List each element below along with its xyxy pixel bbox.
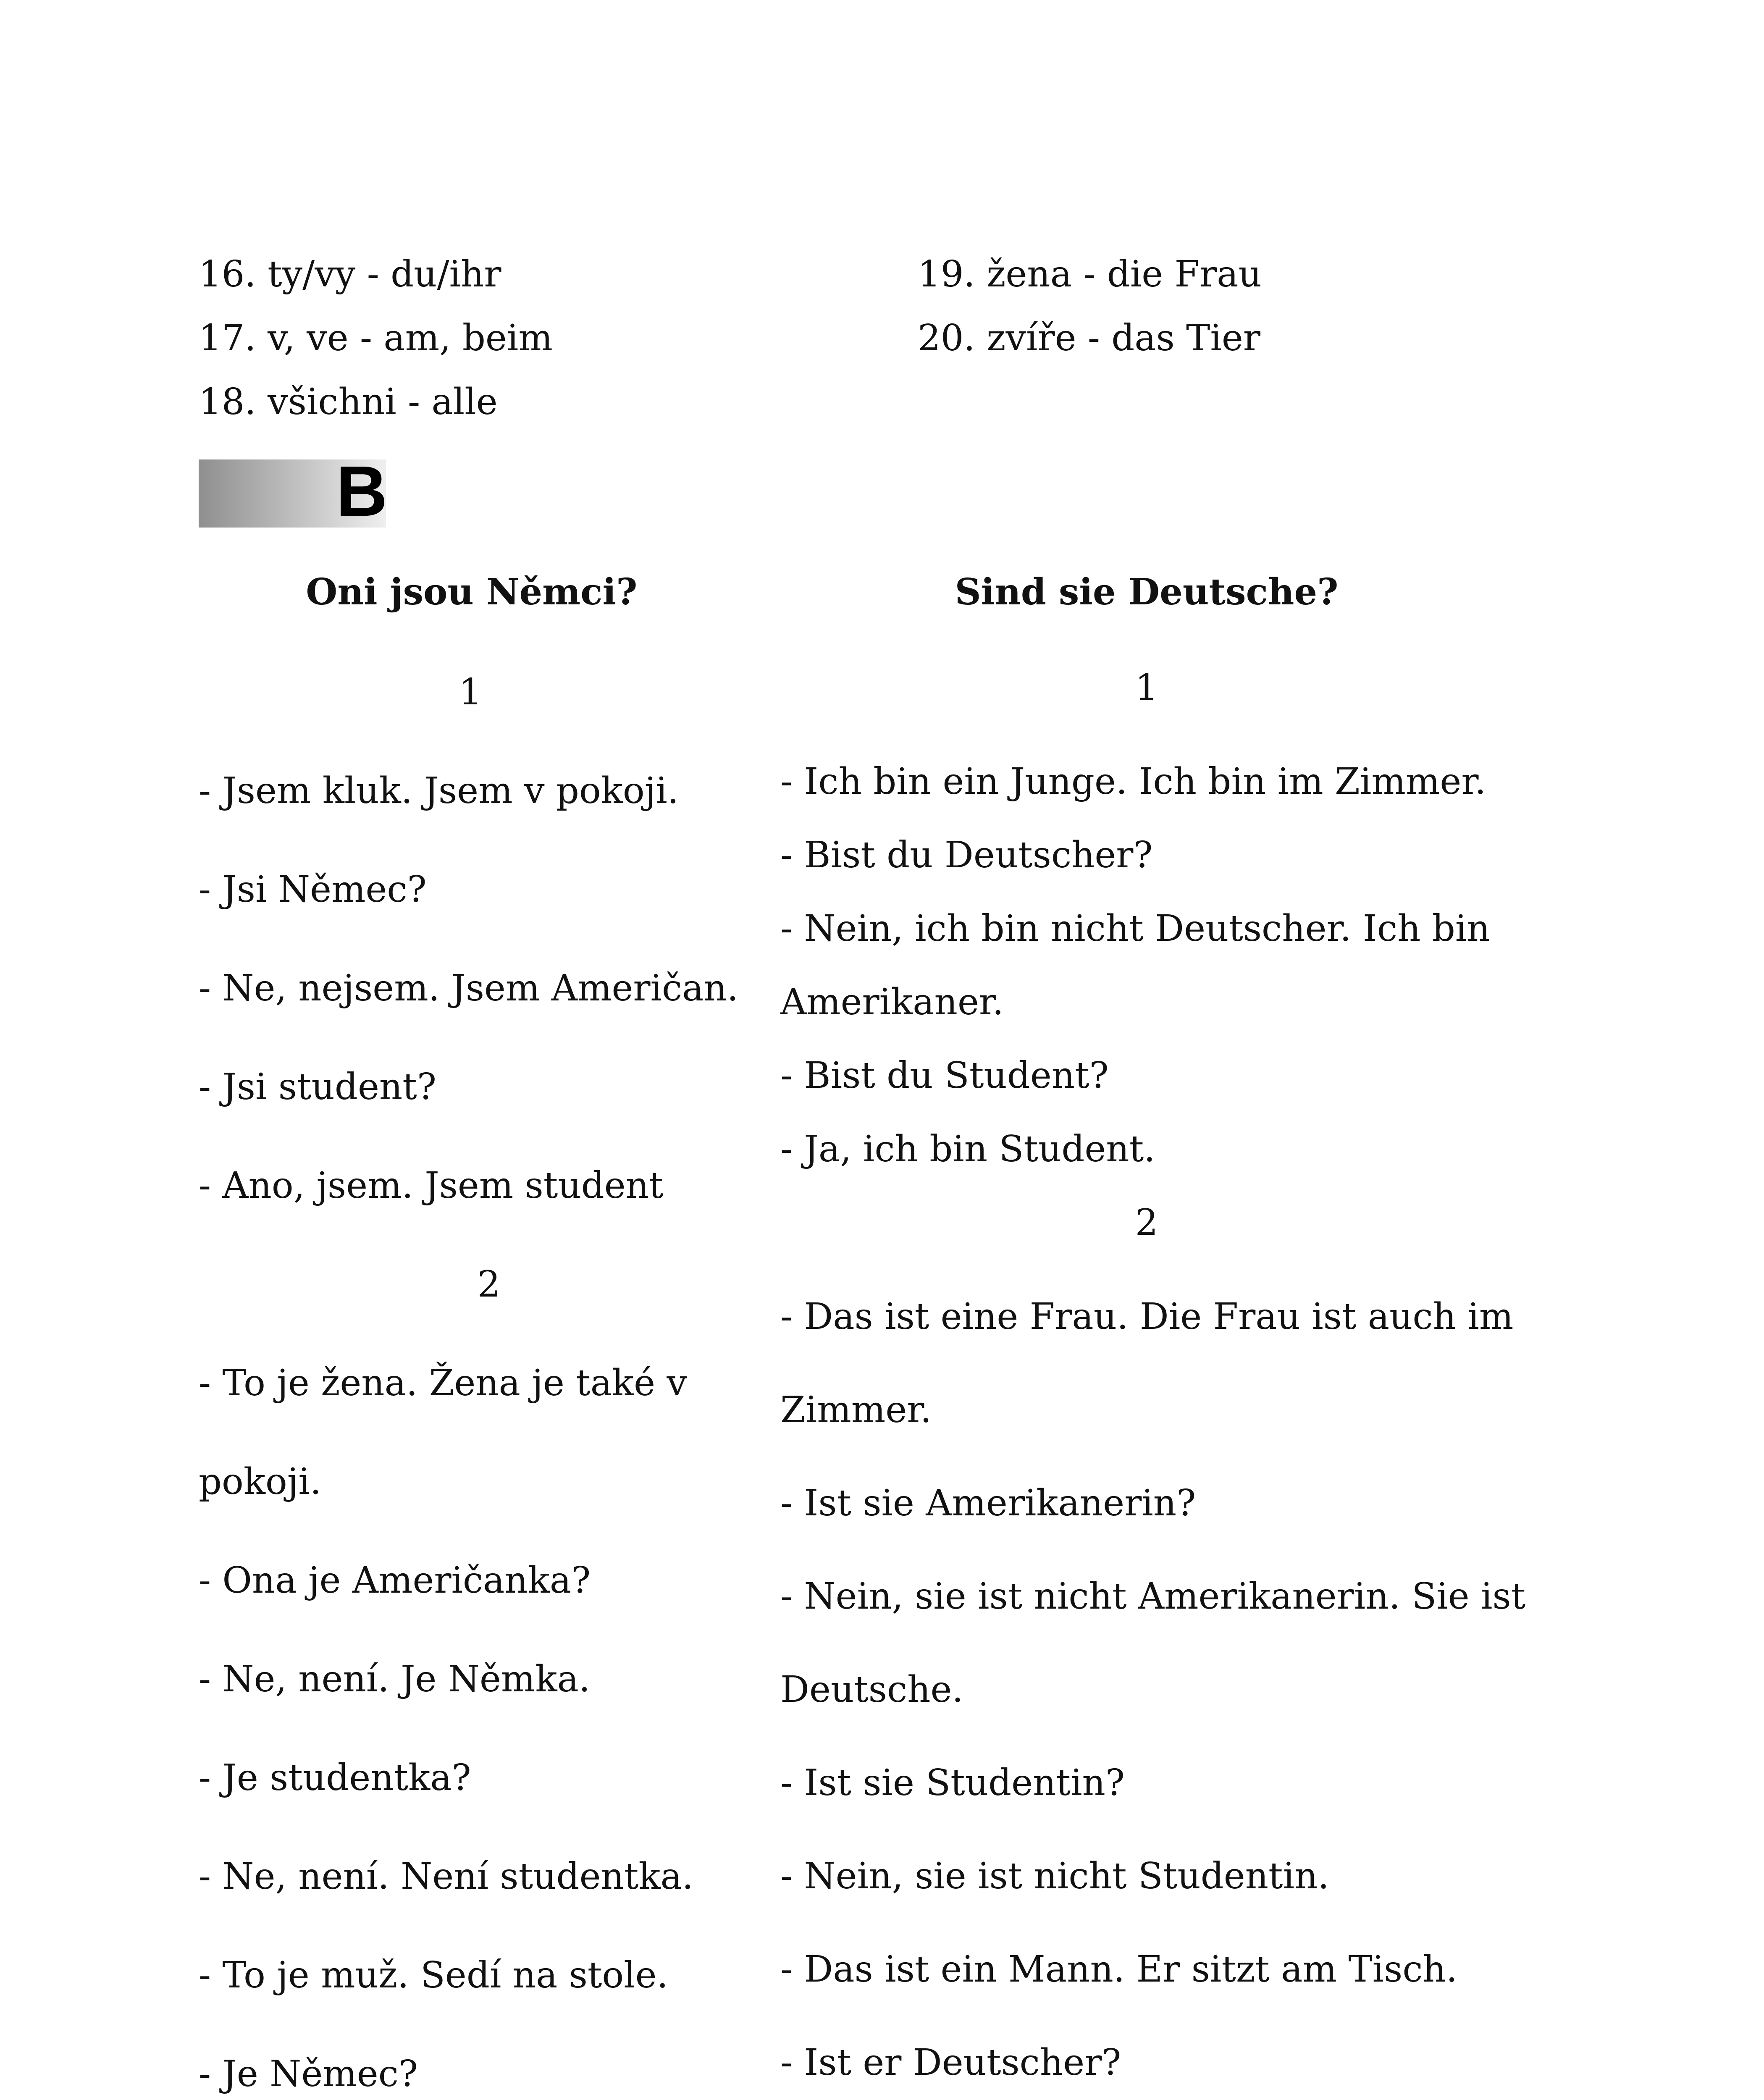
vocab-item-16: 16. ty/vy - du/ihr (199, 253, 501, 295)
czech-line: - Je Němec? (199, 2053, 418, 2095)
german-line: Deutsche. (780, 1669, 963, 1711)
czech-part1-number: 1 (459, 671, 482, 713)
vocab-item-17: 17. v, ve - am, beim (199, 317, 553, 359)
czech-line: - Ne, není. Je Němka. (199, 1658, 591, 1700)
german-line: - Bist du Deutscher? (780, 834, 1153, 876)
german-line: - Ist er Deutscher? (780, 2042, 1121, 2084)
german-part2-number: 2 (1135, 1202, 1158, 1244)
german-line: - Bist du Student? (780, 1055, 1109, 1097)
german-line: - Das ist eine Frau. Die Frau ist auch im (780, 1296, 1514, 1338)
czech-line: - Je studentka? (199, 1757, 471, 1799)
czech-line: - Ona je Američanka? (199, 1559, 591, 1601)
german-line: - Ich bin ein Junge. Ich bin im Zimmer. (780, 761, 1486, 803)
czech-line: - To je žena. Žena je také v (199, 1362, 687, 1404)
czech-line: - To je muž. Sedí na stole. (199, 1954, 668, 1996)
czech-line: - Jsem kluk. Jsem v pokoji. (199, 770, 679, 812)
german-line: Amerikaner. (780, 981, 1004, 1023)
german-line: - Ist sie Studentin? (780, 1762, 1125, 1804)
german-line: - Ist sie Amerikanerin? (780, 1482, 1196, 1524)
czech-line: - Jsi student? (199, 1066, 436, 1108)
czech-line: pokoji. (199, 1461, 322, 1503)
czech-line: - Ne, nejsem. Jsem Američan. (199, 967, 739, 1009)
section-letter: B (336, 452, 388, 531)
czech-title: Oni jsou Němci? (306, 571, 638, 613)
german-title: Sind sie Deutsche? (955, 571, 1339, 613)
vocab-item-20: 20. zvíře - das Tier (918, 317, 1260, 359)
german-part1-number: 1 (1135, 667, 1158, 709)
german-line: - Nein, ich bin nicht Deutscher. Ich bin (780, 908, 1490, 950)
czech-line: - Jsi Němec? (199, 869, 427, 911)
german-line: - Nein, sie ist nicht Studentin. (780, 1855, 1329, 1897)
german-line: - Nein, sie ist nicht Amerikanerin. Sie ist (780, 1575, 1526, 1617)
german-line: Zimmer. (780, 1389, 932, 1431)
czech-line: - Ano, jsem. Jsem student (199, 1165, 664, 1207)
german-line: - Ja, ich bin Student. (780, 1128, 1155, 1170)
czech-line: - Ne, není. Není studentka. (199, 1856, 694, 1898)
vocab-item-18: 18. všichni - alle (199, 381, 498, 423)
vocab-item-19: 19. žena - die Frau (918, 253, 1262, 295)
czech-part2-number: 2 (477, 1263, 501, 1305)
german-line: - Das ist ein Mann. Er sitzt am Tisch. (780, 1948, 1458, 1990)
